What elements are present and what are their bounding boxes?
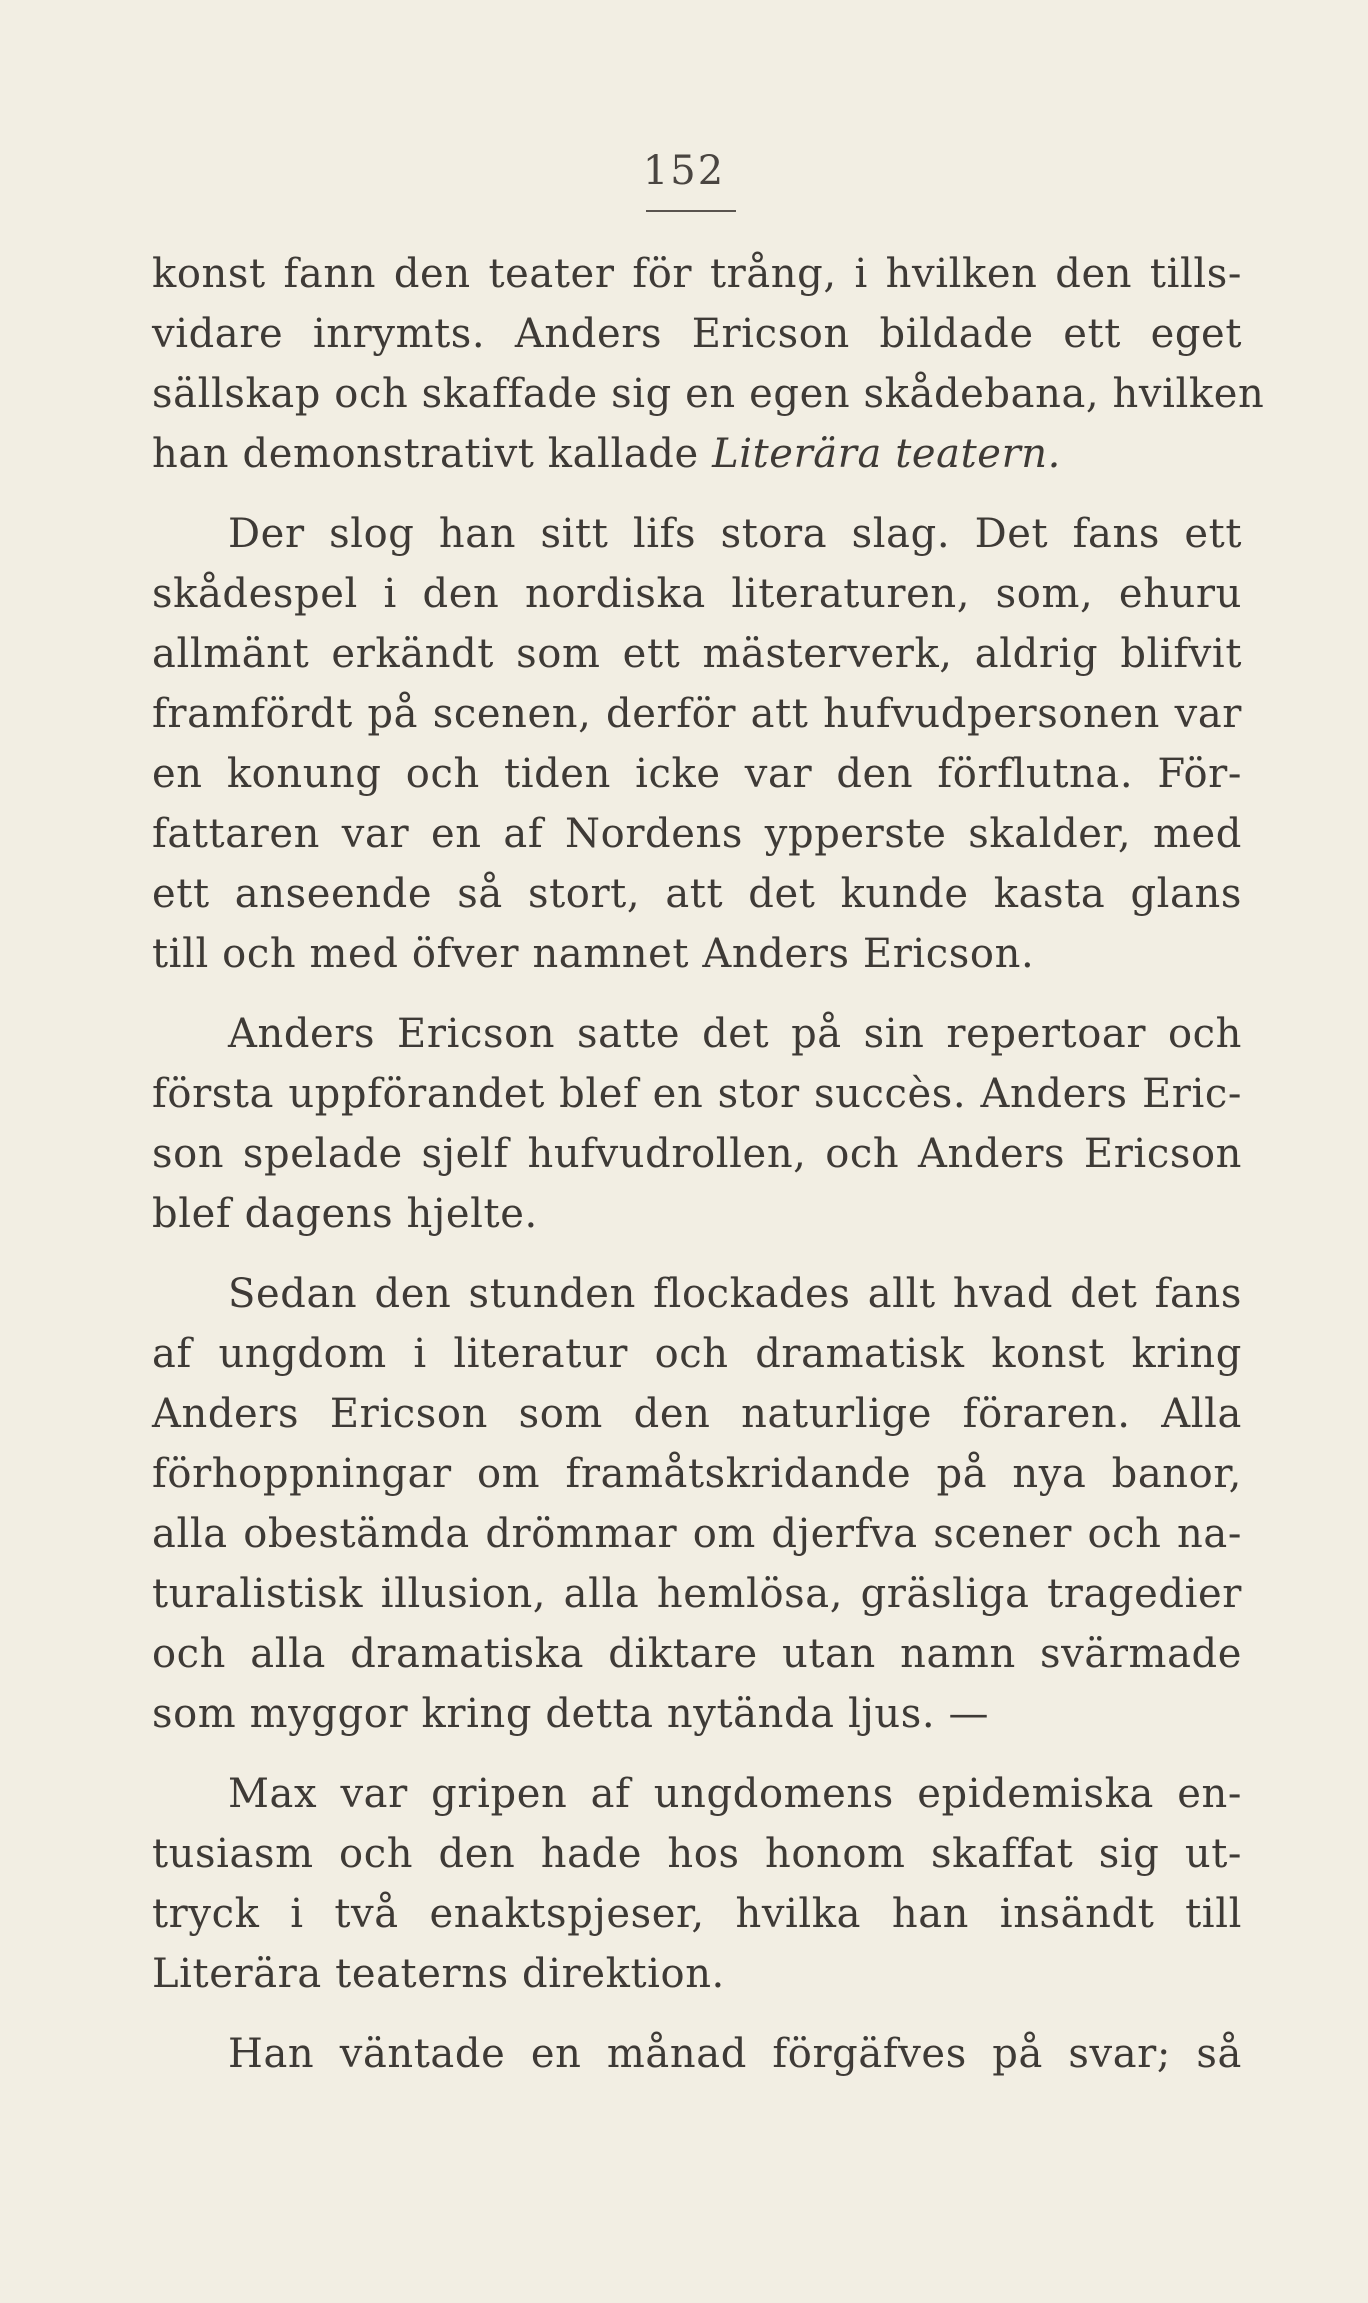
text-line: framfördt på scenen, derför att hufvudpersonen var [152,691,1242,737]
text-line: Anders Ericson som den naturlige föraren. Alla [152,1391,1242,1437]
text-line: skådespel i den nordiska literaturen, som, ehuru [152,571,1242,617]
text-line: alla obestämda drömmar om djerfva scener och na- [152,1511,1242,1557]
text-line: Max var gripen af ungdomens epidemiska en- [228,1771,1242,1817]
text-line: vidare inrymts. Anders Ericson bildade ett eget [152,311,1242,357]
page-number-rule [646,210,736,212]
text-line [152,424,1242,484]
text-line: af ungdom i literatur och dramatisk konst kring [152,1331,1242,1377]
text-line: Anders Ericson satte det på sin repertoar och [228,1011,1242,1057]
paragraph-5 [152,1764,1242,2004]
text-line: första uppförandet blef en stor succès. Anders Eric- [152,1071,1242,1117]
text-line-prefix: han demonstrativt kallade [152,431,713,477]
paragraph-3 [152,1004,1242,1244]
text-line: blef dagens hjelte. [152,1191,538,1237]
paragraph-4 [152,1264,1242,1744]
text-line: Han väntade en månad förgäfves på svar; så [228,2031,1242,2077]
text-line: sällskap och skaffade sig en egen skådebana, hvilken [152,371,1265,417]
text-line: en konung och tiden icke var den förflutna. För- [152,751,1242,797]
text-line: och alla dramatiska diktare utan namn svärmade [152,1631,1242,1677]
theatre-name-italic: Literära teatern. [712,431,1061,477]
text-line: som myggor kring detta nytända ljus. — [152,1691,990,1737]
text-line: Der slog han sitt lifs stora slag. Det fans ett [228,511,1242,557]
paragraph-1 [152,244,1265,484]
text-line: ett anseende så stort, att det kunde kasta glans [152,871,1242,917]
text-line: till och med öfver namnet Anders Ericson. [152,931,1035,977]
text-line: tusiasm och den hade hos honom skaffat sig ut- [152,1831,1242,1877]
text-line: allmänt erkändt som ett mästerverk, aldrig blifvit [152,631,1242,677]
page-number: 152 [642,148,726,194]
text-line: tryck i två enaktspjeser, hvilka han insändt till [152,1891,1242,1937]
paragraph-6 [152,2024,1242,2084]
text-line: Sedan den stunden flockades allt hvad det fans [228,1271,1242,1317]
paragraph-2 [152,504,1242,984]
text-line: konst fann den teater för trång, i hvilken den tills- [152,251,1242,297]
text-block [152,244,1265,2084]
text-line: förhoppningar om framåtskridande på nya banor, [152,1451,1242,1497]
text-line: son spelade sjelf hufvudrollen, och Anders Ericson [152,1131,1242,1177]
text-line: turalistisk illusion, alla hemlösa, gräsliga tragedier [152,1571,1242,1617]
text-line: Literära teaterns direktion. [152,1951,725,1997]
text-line: fattaren var en af Nordens ypperste skalder, med [152,811,1242,857]
